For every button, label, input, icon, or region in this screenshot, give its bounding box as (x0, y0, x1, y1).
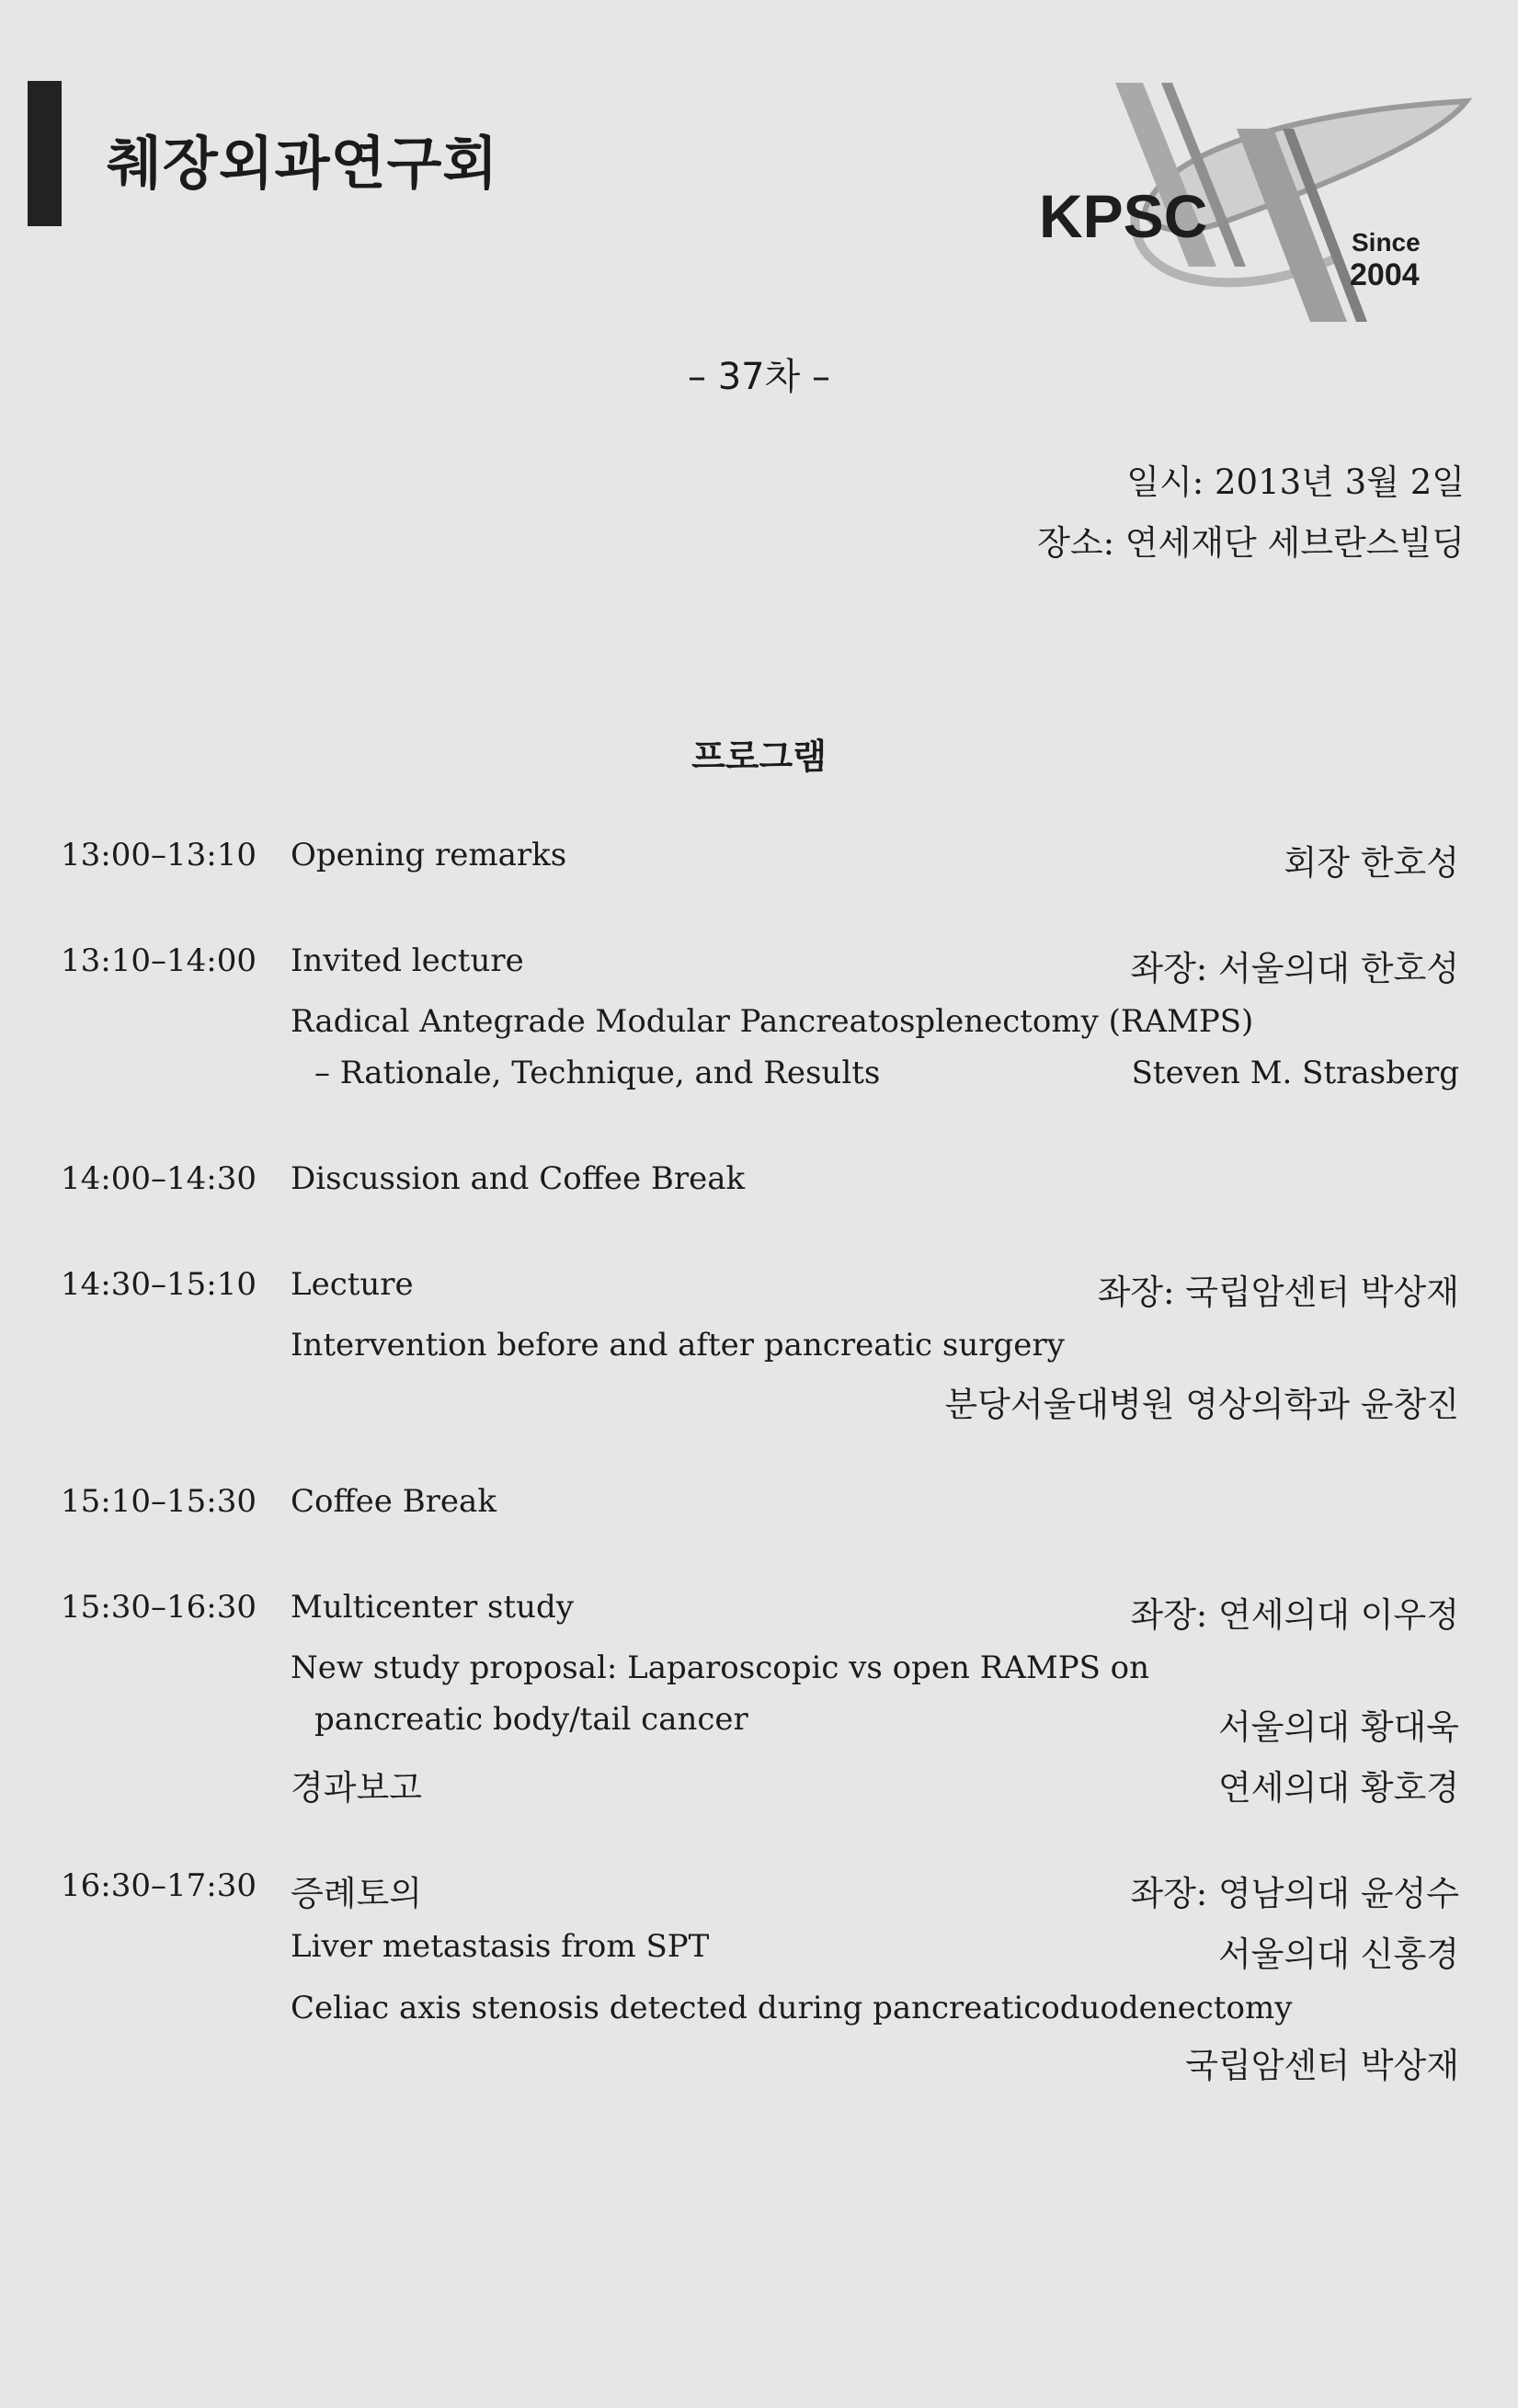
talk-title-line2: pancreatic body/tail cancer (314, 1701, 748, 1738)
talk-title-line2: – Rationale, Technique, and Results (314, 1055, 881, 1091)
case-speaker: 서울의대 신홍경 (1218, 1934, 1459, 1974)
slot-title: Discussion and Coffee Break (291, 1160, 746, 1197)
slot-time: 16:30–17:30 (61, 1867, 257, 1904)
report-speaker: 연세의대 황호경 (1218, 1768, 1459, 1808)
talk-speaker: 서울의대 황대욱 (1218, 1707, 1459, 1747)
slot-time: 15:10–15:30 (61, 1483, 257, 1520)
talk-title-line1: Radical Antegrade Modular Pancreatosplenectomy (RAMPS) (291, 1003, 1254, 1040)
case-speaker: 국립암센터 박상재 (1185, 2046, 1459, 2085)
kpsc-logo (1034, 74, 1476, 331)
slot-title: Invited lecture (291, 942, 524, 979)
logo-since-label: Since (1352, 228, 1421, 257)
meeting-place: 장소: 연세재단 세브란스빌딩 (1037, 523, 1465, 563)
slot-title: 증례토의 (291, 1874, 422, 1913)
logo-since-year: 2004 (1350, 257, 1420, 292)
talk-title-line1: New study proposal: Laparoscopic vs open RAMPS on (291, 1649, 1150, 1686)
slot-chair: 좌장: 연세의대 이우정 (1130, 1595, 1459, 1635)
slot-chair: 좌장: 영남의대 윤성수 (1130, 1874, 1459, 1913)
slot-title: Opening remarks (291, 837, 567, 873)
slot-time: 14:00–14:30 (61, 1160, 257, 1197)
society-title: 췌장외과연구회 (107, 130, 499, 197)
logo-abbr: KPSC (1039, 182, 1208, 250)
slot-time: 13:00–13:10 (61, 837, 257, 873)
talk-speaker: Steven M. Strasberg (1131, 1055, 1459, 1091)
slot-title: Multicenter study (291, 1589, 575, 1626)
slot-title: Coffee Break (291, 1483, 496, 1520)
talk-speaker: 분당서울대병원 영상의학과 윤창진 (944, 1385, 1459, 1424)
slot-time: 15:30–16:30 (61, 1589, 257, 1626)
report-title: 경과보고 (291, 1768, 422, 1808)
meeting-date: 일시: 2013년 3월 2일 (1126, 462, 1465, 502)
slot-title: Lecture (291, 1266, 414, 1303)
case-title: Celiac axis stenosis detected during pancreaticoduodenectomy (291, 1990, 1293, 2026)
slot-chair: 좌장: 국립암센터 박상재 (1097, 1272, 1459, 1312)
slot-chair: 회장 한호성 (1284, 843, 1459, 883)
session-number: – 37차 – (688, 356, 830, 398)
slot-time: 14:30–15:10 (61, 1266, 257, 1303)
title-accent-bar (28, 81, 62, 226)
case-title: Liver metastasis from SPT (291, 1928, 710, 1965)
slot-chair: 좌장: 서울의대 한호성 (1130, 949, 1459, 988)
program-heading: 프로그램 (691, 736, 827, 777)
talk-title: Intervention before and after pancreatic surgery (291, 1327, 1065, 1364)
slot-time: 13:10–14:00 (61, 942, 257, 979)
